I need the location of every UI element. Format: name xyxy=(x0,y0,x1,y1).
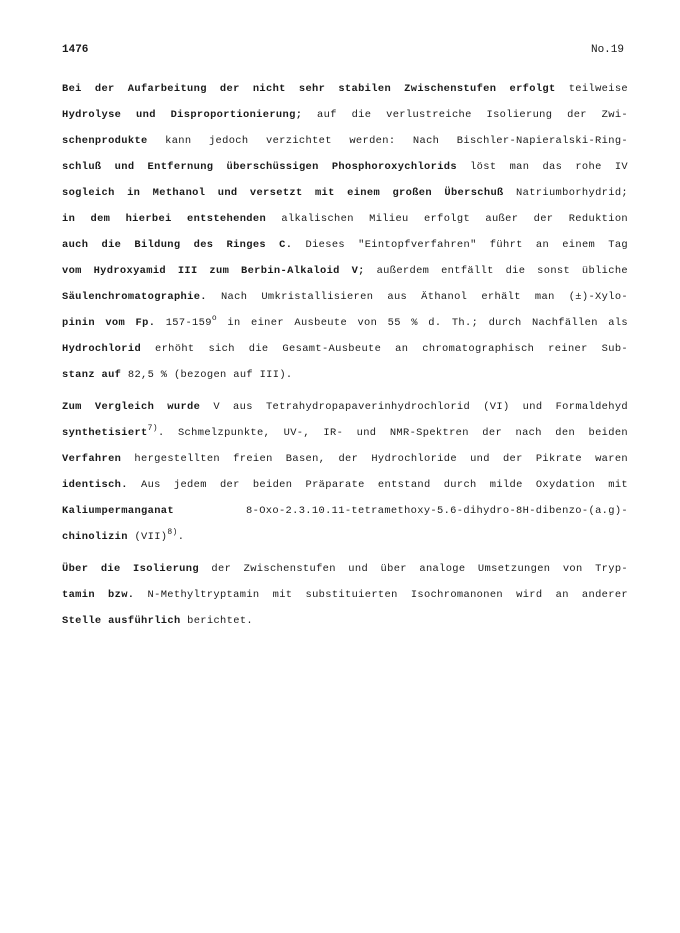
page-header xyxy=(62,44,624,60)
superscript: 8) xyxy=(167,528,178,537)
paragraph xyxy=(62,80,628,392)
text-line xyxy=(62,424,628,450)
bold-text: Verfahren xyxy=(62,453,122,465)
text-line xyxy=(62,450,628,476)
text-line xyxy=(62,262,628,288)
text-line xyxy=(62,476,628,502)
text-run: alkalischen Milieu erfolgt außer der Reduktion xyxy=(266,213,628,225)
text-line xyxy=(62,398,628,424)
bold-text: sogleich in Methanol und versetzt mit einem großen Überschuß xyxy=(62,187,504,199)
text-run: der Zwischenstufen und über analoge Umsetzungen von Tryp- xyxy=(198,563,628,575)
text-line xyxy=(62,502,628,528)
bold-text: auch die Bildung des Ringes C. xyxy=(62,239,293,251)
text-run: 82,5 % (bezogen auf III). xyxy=(121,369,293,381)
text-run: V aus Tetrahydropapaverinhydrochlorid (VI) und Formaldehyd xyxy=(200,401,628,413)
text-run: . xyxy=(177,531,185,543)
bold-text: Säulenchromatographie. xyxy=(62,291,207,303)
paragraph xyxy=(62,560,628,638)
bold-text: schluß und Entfernung überschüssigen Phosphoroxychlorids xyxy=(62,161,457,173)
bold-text: identisch. xyxy=(62,479,128,491)
bold-text: chinolizin xyxy=(62,531,128,543)
text-run: in einer Ausbeute von 55 % d. Th.; durch Nachfällen als xyxy=(216,317,628,329)
bold-text: Bei der Aufarbeitung der nicht sehr stabilen Zwischenstufen erfolgt xyxy=(62,83,556,95)
text-line xyxy=(62,314,628,340)
text-run: (VII) xyxy=(127,531,168,543)
text-line xyxy=(62,184,628,210)
text-run: Aus jedem der beiden Präparate entstand durch milde Oxydation mit xyxy=(127,479,628,491)
bold-text: pinin vom Fp. xyxy=(62,317,156,329)
text-run: Nach Umkristallisieren aus Äthanol erhält man (±)-Xylo- xyxy=(206,291,628,303)
bold-text: Stelle ausführlich xyxy=(62,615,181,627)
superscript: o xyxy=(211,314,217,323)
text-line xyxy=(62,366,628,392)
text-line xyxy=(62,132,628,158)
paragraph xyxy=(62,398,628,554)
text-run: außerdem entfällt die sonst übliche xyxy=(364,265,628,277)
text-line xyxy=(62,612,628,638)
text-run: Dieses "Eintopfverfahren" führt an einem Tag xyxy=(292,239,628,251)
bold-text: Kaliumpermanganat xyxy=(62,505,174,517)
text-run: erhöht sich die Gesamt-Ausbeute an chromatographisch reiner Sub- xyxy=(141,343,628,355)
text-line xyxy=(62,560,628,586)
bold-text: in dem hierbei entstehenden xyxy=(62,213,267,225)
text-run: Natriumborhydrid; xyxy=(503,187,628,199)
text-line xyxy=(62,158,628,184)
journal-reference: No.19 xyxy=(590,44,624,56)
text-run: 157-159 xyxy=(155,317,212,329)
text-run: löst man das rohe IV xyxy=(456,161,628,173)
bold-text: vom Hydroxyamid III zum Berbin-Alkaloid V; xyxy=(62,265,365,277)
text-run: auf die verlustreiche Isolierung der Zwi- xyxy=(302,109,628,121)
text-line xyxy=(62,288,628,314)
superscript: 7) xyxy=(147,424,158,433)
text-run: hergestellten freien Basen, der Hydrochloride und der Pikrate waren xyxy=(121,453,628,465)
text-line xyxy=(62,340,628,366)
bold-text: tamin bzw. xyxy=(62,589,135,601)
bold-text: synthetisiert xyxy=(62,427,148,439)
page-number: 1476 xyxy=(62,44,89,56)
text-line xyxy=(62,210,628,236)
text-run: N-Methyltryptamin mit substituierten Isochromanonen wird an anderer xyxy=(134,589,628,601)
text-run: . Schmelzpunkte, UV-, IR- und NMR-Spektren der nach den beiden xyxy=(157,427,628,439)
bold-text: stanz auf xyxy=(62,369,122,381)
bold-text: Zum Vergleich wurde xyxy=(62,401,201,413)
text-run: teilweise xyxy=(555,83,628,95)
bold-text: schenprodukte xyxy=(62,135,148,147)
text-line xyxy=(62,106,628,132)
bold-text: Über die Isolierung xyxy=(62,563,199,575)
text-line xyxy=(62,236,628,262)
bold-text: Hydrochlorid xyxy=(62,343,142,355)
text-line xyxy=(62,80,628,106)
text-run: berichtet. xyxy=(180,615,253,627)
text-run: kann jedoch verzichtet werden: Nach Bischler-Napieralski-Ring- xyxy=(147,135,628,147)
text-line xyxy=(62,528,628,554)
text-line xyxy=(62,586,628,612)
bold-text: Hydrolyse und Disproportionierung; xyxy=(62,109,303,121)
article-body xyxy=(62,80,628,638)
text-run: 8-Oxo-2.3.10.11-tetramethoxy-5.6-dihydro-8H-dibenzo-(a.g)- xyxy=(173,505,628,517)
